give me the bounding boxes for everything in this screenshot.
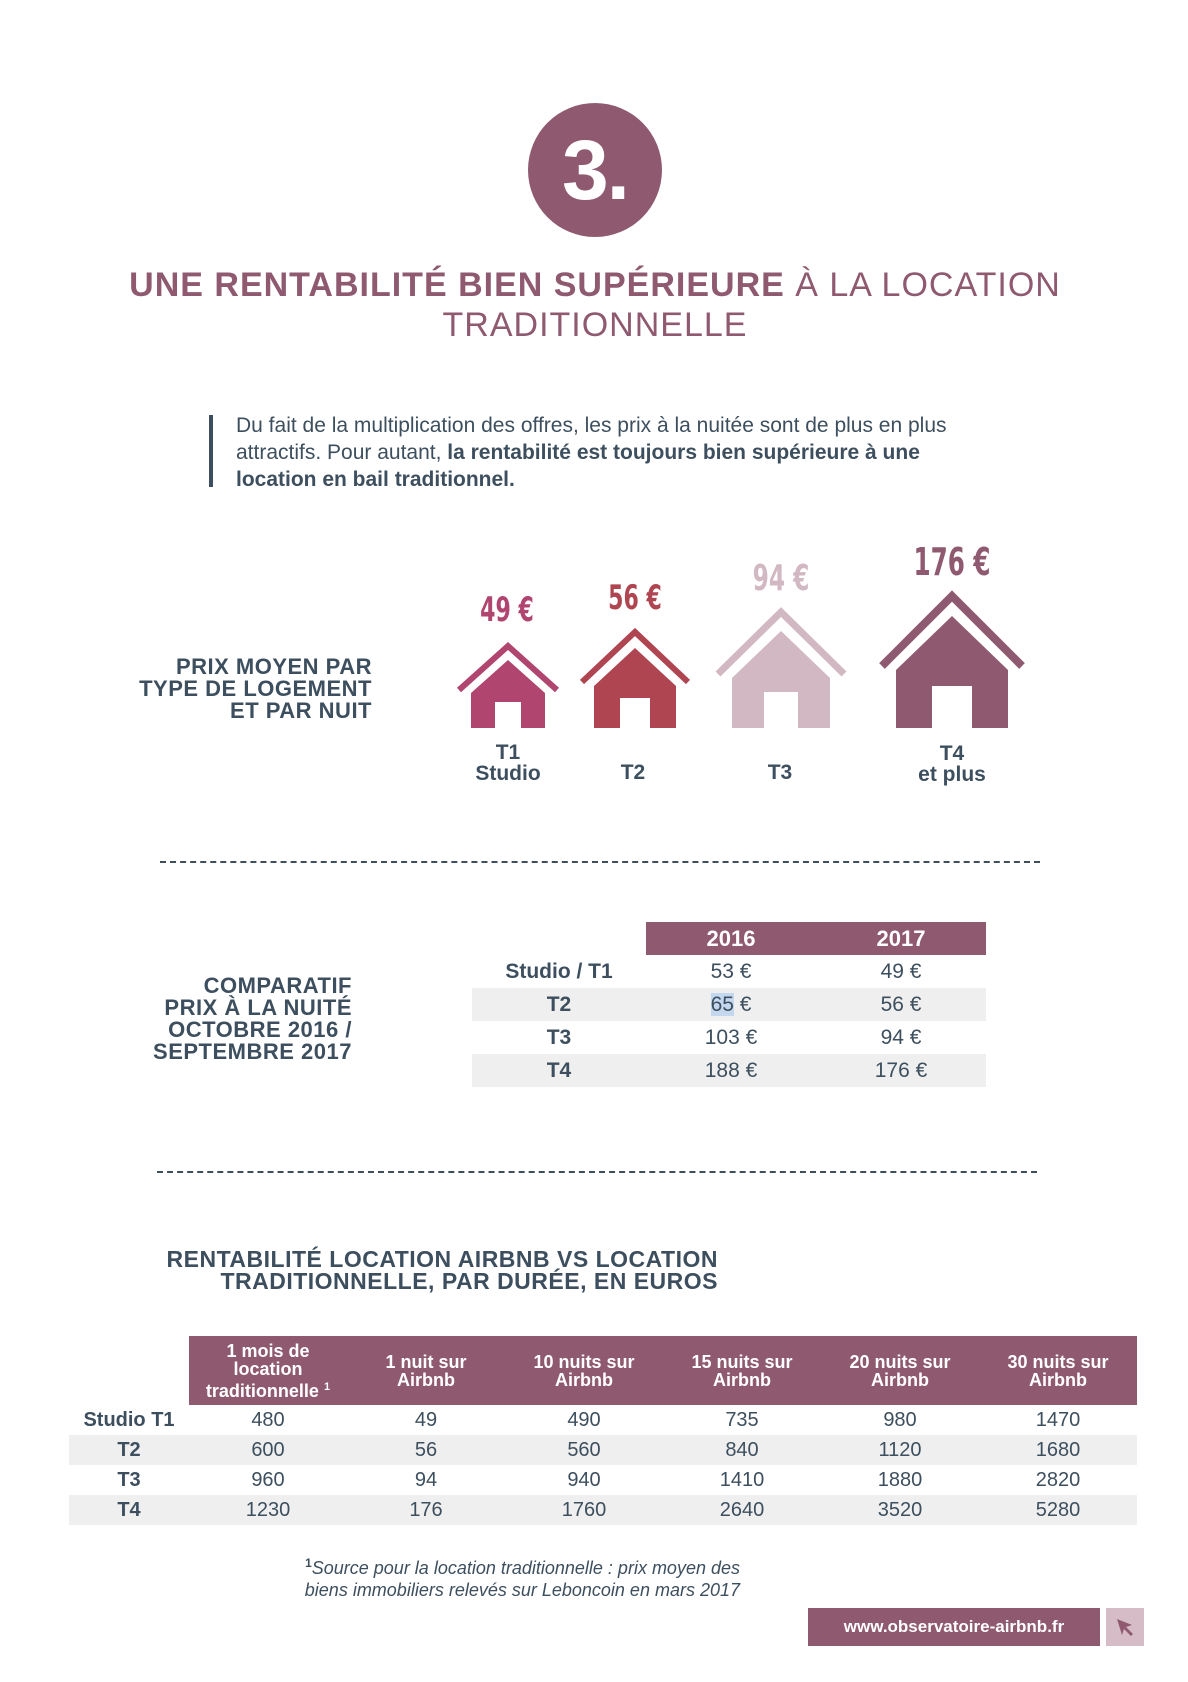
- cell-unit: €: [739, 1025, 758, 1049]
- header-line: 10 nuits sur: [533, 1351, 635, 1372]
- row-label: T3: [546, 1025, 572, 1049]
- house-label-line: T4: [939, 742, 965, 765]
- table-cell: 840: [663, 1435, 821, 1465]
- header-line: 20 nuits sur: [849, 1351, 951, 1372]
- house-label-t1: [450, 742, 566, 784]
- cell-unit: €: [733, 959, 752, 983]
- table-header-row: [69, 1336, 1137, 1405]
- house-icon: [878, 586, 1026, 730]
- house-label-line: Studio: [475, 762, 541, 785]
- table-cell: 1880: [877, 1468, 923, 1491]
- profitability-table: [69, 1336, 1137, 1525]
- table-cell: 940: [567, 1468, 601, 1491]
- cell-value: 103: [704, 1025, 740, 1049]
- table-row: [69, 1435, 1137, 1465]
- table-row: [472, 955, 986, 988]
- house-label-t3: [722, 762, 838, 783]
- comparison-label-line: OCTOBRE 2016 /: [168, 1017, 352, 1042]
- table-cell: 94: [414, 1468, 438, 1491]
- section-number-badge: 3.: [528, 103, 662, 237]
- table-cell: 49: [414, 1408, 438, 1431]
- footnote-line: biens immobiliers relevés sur Leboncoin en mars 2017: [304, 1580, 740, 1600]
- house-label-line: T2: [620, 761, 646, 784]
- house-label-t2: [575, 762, 691, 783]
- house-label-line: et plus: [918, 763, 986, 786]
- house-price-t3: 94 €: [752, 558, 810, 599]
- cell-2017: 176 €: [816, 1054, 986, 1087]
- title-light-1: À LA LOCATION: [784, 266, 1061, 304]
- column-header: 2016: [646, 922, 816, 955]
- cell-value-selected[interactable]: 65: [710, 992, 734, 1016]
- table-cell: 1230: [189, 1495, 347, 1525]
- comparison-label: [100, 975, 352, 1063]
- profitability-title: [100, 1248, 718, 1292]
- cursor-arrow-icon: [1106, 1608, 1144, 1646]
- comparison-label-line: COMPARATIF: [203, 973, 352, 998]
- column-header: 2017: [816, 922, 986, 955]
- house-price-t1: 49 €: [480, 590, 534, 630]
- house-icon: [578, 624, 692, 730]
- table-cell: 1680: [979, 1435, 1137, 1465]
- cell-unit: €: [739, 1058, 758, 1082]
- footnote: [240, 1552, 740, 1601]
- column-header: [189, 1336, 347, 1405]
- section-divider: [157, 1171, 1037, 1173]
- house-icon: [455, 640, 561, 730]
- header-line: Airbnb: [713, 1369, 771, 1390]
- profitability-title-line: RENTABILITÉ LOCATION AIRBNB VS LOCATION: [166, 1246, 718, 1272]
- header-line: 15 nuits sur: [691, 1351, 793, 1372]
- column-header: [821, 1336, 979, 1405]
- header-blank: [69, 1336, 189, 1405]
- cell-value: 53: [710, 959, 734, 983]
- table-cell: 1760: [505, 1495, 663, 1525]
- footnote-marker: 1: [323, 1380, 331, 1393]
- price-label-line: ET PAR NUIT: [230, 698, 372, 723]
- table-cell: 480: [251, 1408, 285, 1431]
- row-label: T2: [69, 1435, 189, 1465]
- table-cell: 735: [725, 1408, 759, 1431]
- page-title: [80, 265, 1110, 345]
- table-cell: 3520: [821, 1495, 979, 1525]
- cell-2017: 94 €: [880, 1025, 922, 1049]
- row-label: Studio T1: [83, 1408, 175, 1431]
- column-header: [979, 1336, 1137, 1405]
- comparison-label-line: PRIX À LA NUITÉ: [164, 995, 352, 1020]
- header-line: location: [233, 1358, 303, 1379]
- house-price-t2: 56 €: [608, 578, 662, 618]
- table-cell: 490: [567, 1408, 601, 1431]
- row-label: T3: [117, 1468, 141, 1491]
- column-header: [663, 1336, 821, 1405]
- header-blank: [472, 922, 646, 955]
- table-row: [472, 988, 986, 1021]
- price-label-line: TYPE DE LOGEMENT: [139, 676, 372, 701]
- cell-2017: 56 €: [816, 988, 986, 1021]
- header-line: Airbnb: [555, 1369, 613, 1390]
- price-label-line: PRIX MOYEN PAR: [175, 654, 372, 679]
- cursor-arrow-svg: [1106, 1608, 1144, 1646]
- header-line: Airbnb: [1029, 1369, 1087, 1390]
- cell-2016: [646, 1054, 816, 1087]
- table-cell: 560: [505, 1435, 663, 1465]
- table-header-row: [472, 922, 986, 955]
- section-divider: [160, 861, 1040, 863]
- row-label: T4: [69, 1495, 189, 1525]
- header-line: Airbnb: [871, 1369, 929, 1390]
- table-cell: 5280: [979, 1495, 1137, 1525]
- cell-2017: 49 €: [880, 959, 922, 983]
- intro-paragraph: [236, 412, 996, 493]
- header-line: 1 nuit sur: [385, 1351, 467, 1372]
- header-line: traditionnelle: [205, 1380, 319, 1401]
- table-cell: 1120: [821, 1435, 979, 1465]
- table-cell: 960: [251, 1468, 285, 1491]
- table-cell: 1470: [1035, 1408, 1081, 1431]
- table-cell: 176: [347, 1495, 505, 1525]
- house-price-t4: 176 €: [913, 540, 991, 584]
- header-line: 1 mois de: [226, 1340, 310, 1361]
- table-row: [472, 1021, 986, 1054]
- table-cell: 56: [347, 1435, 505, 1465]
- title-light-2: TRADITIONNELLE: [442, 306, 748, 344]
- header-line: 30 nuits sur: [1007, 1351, 1109, 1372]
- comparison-table: [472, 922, 986, 1087]
- cell-unit: €: [733, 992, 752, 1016]
- intro-accent-bar: [209, 415, 213, 487]
- house-label-line: T3: [767, 761, 793, 784]
- title-bold: UNE RENTABILITÉ BIEN SUPÉRIEURE: [129, 266, 785, 304]
- table-cell: 1410: [719, 1468, 765, 1491]
- house-label-line: T1: [495, 741, 521, 764]
- comparison-label-line: SEPTEMBRE 2017: [153, 1039, 352, 1064]
- table-row: [69, 1405, 1137, 1435]
- footnote-line: Source pour la location traditionnelle : prix moyen des: [311, 1558, 740, 1578]
- house-icon: [714, 604, 848, 730]
- profitability-title-line: TRADITIONNELLE, PAR DURÉE, EN EUROS: [220, 1268, 718, 1294]
- table-row: [472, 1054, 986, 1087]
- table-cell: 980: [883, 1408, 917, 1431]
- table-row: [69, 1495, 1137, 1525]
- table-cell: 2640: [663, 1495, 821, 1525]
- column-header: [505, 1336, 663, 1405]
- table-cell: 600: [189, 1435, 347, 1465]
- table-cell: 2820: [1035, 1468, 1081, 1491]
- header-line: Airbnb: [397, 1369, 455, 1390]
- cell-value: 188: [704, 1058, 740, 1082]
- intro-plain: Du fait de la multiplication des offres, les prix à la nuitée sont de plus en plus attractifs. Pour autant,: [236, 414, 947, 464]
- house-label-t4: [894, 743, 1010, 785]
- cell-2016: [646, 955, 816, 988]
- price-section-label: [100, 656, 372, 722]
- website-link[interactable]: www.observatoire-airbnb.fr: [808, 1608, 1100, 1646]
- row-label: T4: [472, 1054, 646, 1087]
- footnote-marker: 1: [305, 1556, 312, 1570]
- intro-bold: la rentabilité est toujours bien supérieure à une location en bail traditionnel.: [236, 441, 920, 491]
- row-label: Studio / T1: [505, 959, 613, 983]
- table-row: [69, 1465, 1137, 1495]
- row-label: T2: [472, 988, 646, 1021]
- column-header: [347, 1336, 505, 1405]
- cell-2016: [646, 988, 816, 1021]
- cell-2016: [646, 1021, 816, 1054]
